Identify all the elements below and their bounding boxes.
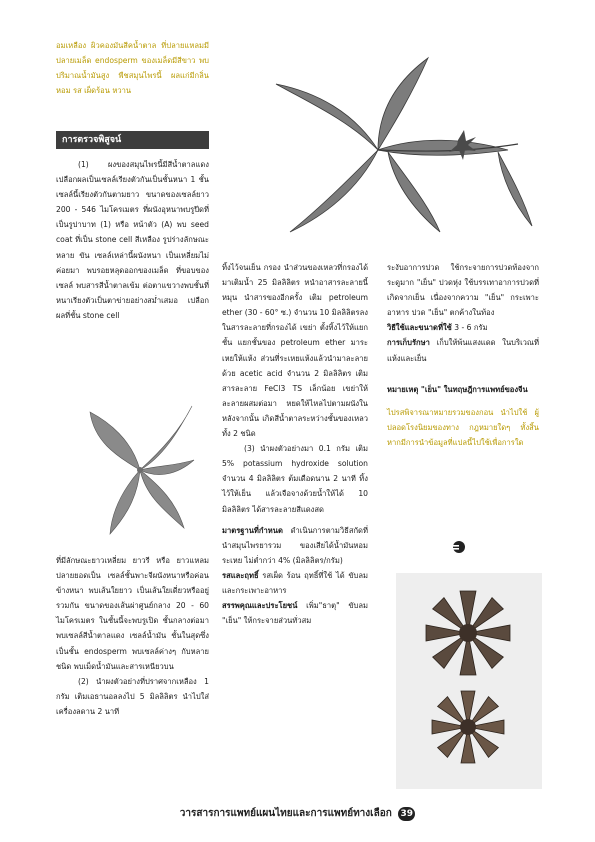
properties-paragraph xyxy=(222,598,368,628)
star-anise-branch-illustration xyxy=(228,40,544,236)
end-mark-icon xyxy=(452,540,466,554)
dosage-paragraph xyxy=(387,320,539,335)
journal-title: วารสารการแพทย์แผนไทยและการแพทย์ทางเลือก xyxy=(179,808,392,819)
note-heading: หมายเหตุ "เย็น" ในทฤษฎีการแพทย์ของจีน xyxy=(387,384,528,394)
storage-paragraph xyxy=(387,335,539,365)
intro-paragraph: อมเหลือง ผิวคองมันสีคน้ำตาล ที่ปลายแหลมมีปลายเมล็ด endosperm ของเมล็ดมีสีขาว พบปริมาณน้ำมันสูง พืชสมุนไพรนี้ ผลแก่มีกลิ่นหอม รส เผ็ดร้อน หวาน xyxy=(56,41,209,96)
properties-text: เพิ่ม"ธาตุ" ขับลม "เย็น" ให้กระจายส่วนทั่วสม xyxy=(222,601,368,626)
standard-paragraph xyxy=(222,523,368,568)
taste-text: รสเผ็ด ร้อน ฤทธิ์ที่ใช้ ได้ ขับลมและกระเพาะอาหาร xyxy=(222,570,368,595)
standard-label: มาตรฐานที่กำหนด xyxy=(222,525,283,535)
properties-label: สรรพคุณและประโยชน์ xyxy=(222,601,298,611)
identification-paragraph-1: (1) ผงของสมุนไพรนี้มีสีน้ำตาลแดง เปลือกผลเป็นเซลล์เรียงตัวกันเป็นชั้นหนา 1 ชั้น เซลล์นี้เรียงตัวกันตามยาว ขนาดของเซลล์ยาว 200 - 546 ไมโครเมตร ที่ผนังอุหนาพบรูปีดที่เป็นรูปาบาท (1) หรือ หน้าตัว (A) พบ seed coat ที่เป็น stone cell สีเหลือง รูปร่างลักษณะหลาย ขัน เซลล์เหล่านี้ผนังหนา เป็นเหลี่ยมไม่ค่อยมา พบรอยหลุดออกของเมล็ด ที่ขอบของเซลล์ พบสารสีน้ำตาลเข้ม ต่อตาแขวางพบชั้นที่หนาเรียงตัวเป็นตาข่ายอย่างสม่ำเสมอ เปลือกผลที่ชั้น stone cell xyxy=(56,160,209,320)
dosage-text: 3 - 6 กรัม xyxy=(451,323,488,333)
disclaimer-paragraph: ไปรสพิจารณาหมายรวมของกอน นำไปใช้ ผู้ปลอดโรงนิยมของทาง กฎหมายใดๆ ทั้งสิ้น หากมีการนำข้อมูลที่แปลนี้ไปใช้เพื่อการใด xyxy=(387,407,539,447)
identification-paragraph-3: (3) นำผงตัวอย่างมา 0.1 กรัม เติม 5% potassium hydroxide solution จำนวน 4 มิลลิลิตร ต้มเดือดนาน 2 นาที ทิ้งไว้ให้เย็น แล้วเจือจางด้วยน้ำให้ได้ 10 มิลลิลิตร ได้สารละลายสีแดงสด xyxy=(222,444,368,514)
dosage-label: วิธีใช้และขนาดที่ใช้ xyxy=(387,323,452,333)
column-1-mid xyxy=(56,157,209,323)
page-number: 39 xyxy=(398,807,415,821)
star-anise-fruit-photo xyxy=(396,573,542,789)
identification-paragraph-2-cont: ทิ้งไว้จนเย็น กรอง นำส่วนของเหลวที่กรองได้ มาเติมน้ำ 25 มิลลิลิตร หนำอาสารละลายนี้หมุน นำสารของอีกครั้ง เติม petroleum ether (30 - 60° ซ.) จำนวน 10 มิลลิลิตรลงในสารละลายที่กรองได้ เขย่า ตั้งทิ้งไว้ให้แยกชั้น แยกชั้นของ petroleum ether มาระเหยให้แห้ง ส่วนที่ระเหยแห้งแล้วนำมาละลายด้วย acetic acid จำนวน 2 มิลลิลิตร เติมสารละลาย FeCl3 TS เล็กน้อย เขย่าให้ละลายผสมต่อมา หยดให้ไหลไปตามผนังในหลังจากนั้น เกิดสีน้ำตาลระหว่างชั้นของเหลวทั้ง 2 ชนิด xyxy=(222,263,368,439)
storage-label: การเก็บรักษา xyxy=(387,338,430,348)
column-3 xyxy=(387,260,539,450)
taste-label: รสและฤทธิ์ xyxy=(222,570,259,580)
column-2 xyxy=(222,260,368,628)
identification-paragraph-2: (2) นำผงตัวอย่างที่ปราศจากเหลือง 1 กรัม เติมเอธานอลลงไป 5 มิลลิลิตร นำไปใส่เครื่องลดาน 2 นาที xyxy=(56,676,209,716)
taste-paragraph xyxy=(222,568,368,598)
page-footer xyxy=(0,806,595,821)
identification-paragraph-1-cont: ที่มีลักษณะยาวเหลี่ยม ยาวรี หรือ ยาวแหลมปลายยอดเป็น เซลล์ชั้นพาะจีผนังหนาหรือค่อนข้างหนา พบเส้นใยยาว เป็นเส้นใยเดี่ยวหรืออยู่รวมกัน ขนาดของเส้นผ่าศูนย์กลาง 20 - 60 ไมโครเมตร ในชั้นนี้จะพบรูเปิด ชั้นกลางต่อมาพบเซลล์สีน้ำตาลแดง เซลล์น้ำมัน ชั้นในสุดซึ่งเป็นชั้น endosperm พบเซลล์ค่างๆ กับหลายชนิด พบเม็ดน้ำมันและสารเหนียวบน xyxy=(56,556,209,671)
properties-paragraph-cont: ระงับอาการปวด ใช้กระจายการปวดท้องจากระดูมาก "เย็น" ปวดหุ่ง ใช้บรรเทาอาการปวดที่เกิดจากเย็น เนื่องจากความ "เย็น" กระเพาะอาหาร ปวด "เย็น" ตกค้างในท้อง xyxy=(387,263,539,318)
column-1-top xyxy=(56,38,209,98)
leaf-branch-illustration-small xyxy=(84,400,196,538)
storage-text: เก็บให้พ้นแสงแดด ในบริเวณที่แห้งและเย็น xyxy=(387,338,539,363)
section-header: การตรวจพิสูจน์ xyxy=(56,131,209,149)
standard-text: ดำเนินการตามวิธีสกัดที่นำสมุนไพรยารวม ของเสียได้น้ำมันหอมระเหย ไม่ต่ำกว่า 4% (มิลลิลิตร/กรัม) xyxy=(222,525,368,565)
column-1-bottom xyxy=(56,553,209,719)
